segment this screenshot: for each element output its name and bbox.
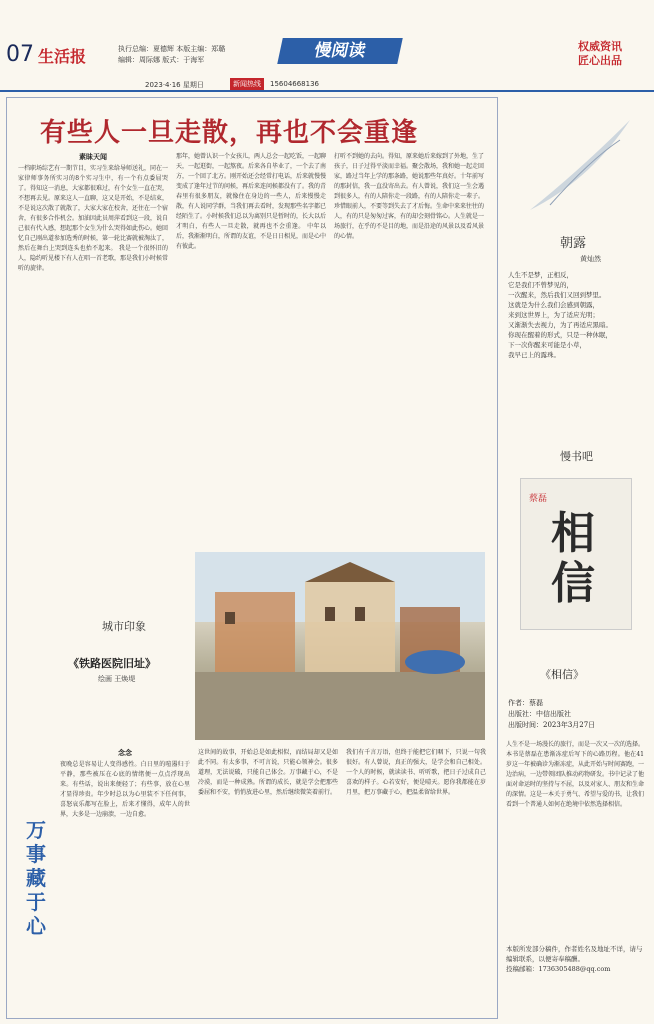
book-meta [508, 698, 595, 731]
book-cover [520, 478, 632, 630]
painting-title: 《铁路医院旧址》 [68, 657, 156, 670]
poem-line: 你现在醒着的形式，只是一种休眠， [508, 331, 612, 339]
poem-line: 这就是为什么我们会感到朝露， [508, 301, 599, 309]
poem-body [508, 270, 646, 360]
poem-line: 来到这世界上，为了适应光明； [508, 311, 599, 319]
contributor-note-text: 本版所发部分稿件，作者姓名及地址不详，请与编辑联系，以便寄奉稿酬。 [506, 945, 643, 963]
paper-name: 生活报 [38, 47, 87, 66]
painting-illustration [195, 552, 485, 740]
essay-column-1-extra: 我是一个很怀旧的人，隐约听见楼下有人在唱一首老歌，那是我们小时候常听的旋律。 [18, 245, 168, 272]
essay-column-1 [18, 164, 168, 544]
book-date-label: 出版时间： [508, 721, 543, 729]
slogan [560, 40, 640, 68]
poem-title: 朝露 [560, 236, 587, 251]
essay-column-2 [176, 152, 326, 544]
book-caption: 《相信》 [540, 668, 584, 681]
book-date: 2023年3月27日 [543, 721, 596, 729]
poem-line: 我早已上的露珠。 [508, 351, 560, 359]
book-cover-title: 相信 [551, 508, 595, 609]
essay-column-1-text: 一档职场综艺有一期节目，实习生来给导师送礼，同在一家律师事务所实习的8个实习生中，有一个有点委屈哭了。得知这一消息，大家都很难过，有个女生一直在哭，不想再去见。原来这人一直聊，这又是开始，不是结束，不是说这次散了就散了，大家大家在校舍，还住在一个宿舍，有很多合作机会。加油因此员周萍看到这一段，说自己很有代入感，想起那个女生为什么哭得如此伤心。她回忆自己刚出道参加选秀的时候，第一轮比赛就被淘汰了，然后在舞台上哭到连头也抬不起来。 [18, 165, 168, 252]
essay2-author: 念念 [118, 748, 132, 757]
painting-image [195, 552, 485, 740]
slogan-line-1: 权威资讯 [578, 40, 622, 53]
book-publisher: 中信出版社 [536, 710, 571, 718]
book-cover-author: 蔡磊 [529, 494, 548, 504]
essay2-column-2: 这世间的故事，开始总是如此相似，而结局却又是如此不同。有太多事，不可言说，只能心领神会。很多道理，无法说破，只能自己体会。万事藏于心，不是冷漠，而是一种成熟。所谓的成长，就是学会把那些委屈和不安，悄悄放进心里，然后继续微笑着前行。 [198, 749, 338, 796]
essay2-title: 万事藏于心 [26, 818, 46, 938]
book-publisher-label: 出版社： [508, 710, 536, 718]
submission-email: 投稿邮箱：1736305488@qq.com [506, 965, 611, 973]
section-logo: 慢阅读 [277, 38, 403, 64]
poem-line: 下一次你醒来可能是小草， [508, 341, 586, 349]
hotline-label: 新闻热线 [230, 78, 264, 90]
book-review: 人生不是一场漫长的旅行，而是一次又一次的选择。本书是蔡磊在患渐冻症后写下的心路历程。他在41岁这一年被确诊为渐冻症，从此开始与时间赛跑，一边治病，一边带领团队推动药物研发。书中记录了他面对命运时的坚持与不屈，以及对家人、朋友和生命的深情。这是一本关于勇气、希望与爱的书，让我们看到一个普通人如何在绝境中依然选择相信。 [506, 741, 645, 808]
essay-column-2-text: 那年，她曾认识一个女孩儿，两人总会一起吃饭，一起聊天，一起逛街，一起熬夜。后来各自毕业了，一个去了南方，一个回了北方。刚开始还会经常打电话，后来就慢慢变成了逢年过节的问候，再后来连问候都没有了。我的青春里有很多朋友，就像住在身边的一些人，后来慢慢走散，有人说同学群，当我们再去看时，发现那些名字都已经陌生了。小时候我们总以为离别只是暂时的，长大以后才明白，有些人一旦走散，就再也不会重逢。 [176, 153, 326, 230]
essay-column-2-extra: 中年以后，我渐渐明白，所谓的友谊，不是日日相见，而是心中有彼此。 [176, 223, 326, 250]
poem-line: 人生不是梦，正相反， [508, 271, 573, 279]
exec-editor: 夏德辉 [153, 45, 174, 53]
essay2-column-3: 我们有千言万语，但终于能把它们咽下，只说一句我很好。有人曾说，真正的强大，是学会和自己相处。一个人的时候，就读读书、听听歌，把日子过成自己喜欢的样子。心若安好，便是晴天。愿你我都能在岁月里，把万事藏于心，把温柔留给世界。 [346, 749, 486, 796]
designer: 于海军 [183, 56, 205, 64]
contributor-note [506, 944, 644, 974]
book-author-label: 作者： [508, 699, 529, 707]
page-number: 07 [6, 42, 34, 67]
book-author: 蔡磊 [529, 699, 543, 707]
essay2-column-1: 夜晚总是容易让人变得感性。白日里的喧嚣归于平静，那些被压在心底的情绪便一点点浮现出来。有些话，说出来便轻了；有些事，放在心里才显得珍贵。年少时总以为心里装不下任何事，喜怒哀乐都写在脸上，后来才懂得，成年人的世界，大多是一边崩溃，一边自愈。 [60, 761, 190, 818]
essay-headline: 有些人一旦走散，再也不会重逢 [40, 118, 419, 148]
dateline: 2023·4·16 星期日 [145, 81, 204, 89]
designer-label: 版式： [162, 56, 184, 64]
essay-column-3: 打听不到她的去向。得知，原来她后来嫁到了外地，生了孩子，日子过得平淡而幸福。聚会散场，我和她一起走回家，路过当年上学的那条路，她说那些年真好。十年前写的那封信，我一直没寄出去。有人曾说，我们这一生会遇到很多人，有的人陪你走一段路，有的人陪你走一辈子。珍惜眼前人，不要等到失去了才后悔。生命中来来往往的人，有的只是匆匆过客，有的却会刻骨铭心。人生就是一场旅行，在乎的不是目的地，而是沿途的风景以及看风景的心情。 [334, 153, 484, 240]
leaf-illustration [520, 110, 640, 220]
editor: 周际娜 [139, 56, 160, 64]
editor-label: 编辑： [118, 56, 139, 64]
essay-author: 素昧天闻 [79, 152, 107, 161]
poem-line: 一次醒来，然后我们又回到梦里。 [508, 291, 606, 299]
painting-section-label: 城市印象 [102, 620, 146, 633]
header-rule [0, 90, 654, 92]
chief-editor-label: 本版主编： [176, 45, 212, 53]
painting-credit: 绘画 王焕堤 [98, 675, 136, 683]
poem-author: 黄灿然 [580, 255, 601, 263]
book-section-label: 慢书吧 [560, 450, 593, 463]
exec-editor-label: 执行总编： [118, 45, 153, 53]
masthead-info [118, 44, 278, 66]
slogan-line-2: 匠心出品 [578, 54, 622, 67]
hotline-number: 15604668136 [270, 80, 319, 88]
chief-editor: 郑璐 [211, 45, 226, 53]
poem-line: 又渐渐失去视力，为了再适应黑暗。 [508, 321, 612, 329]
poem-line: 它是我们不曾梦见的， [508, 281, 573, 289]
